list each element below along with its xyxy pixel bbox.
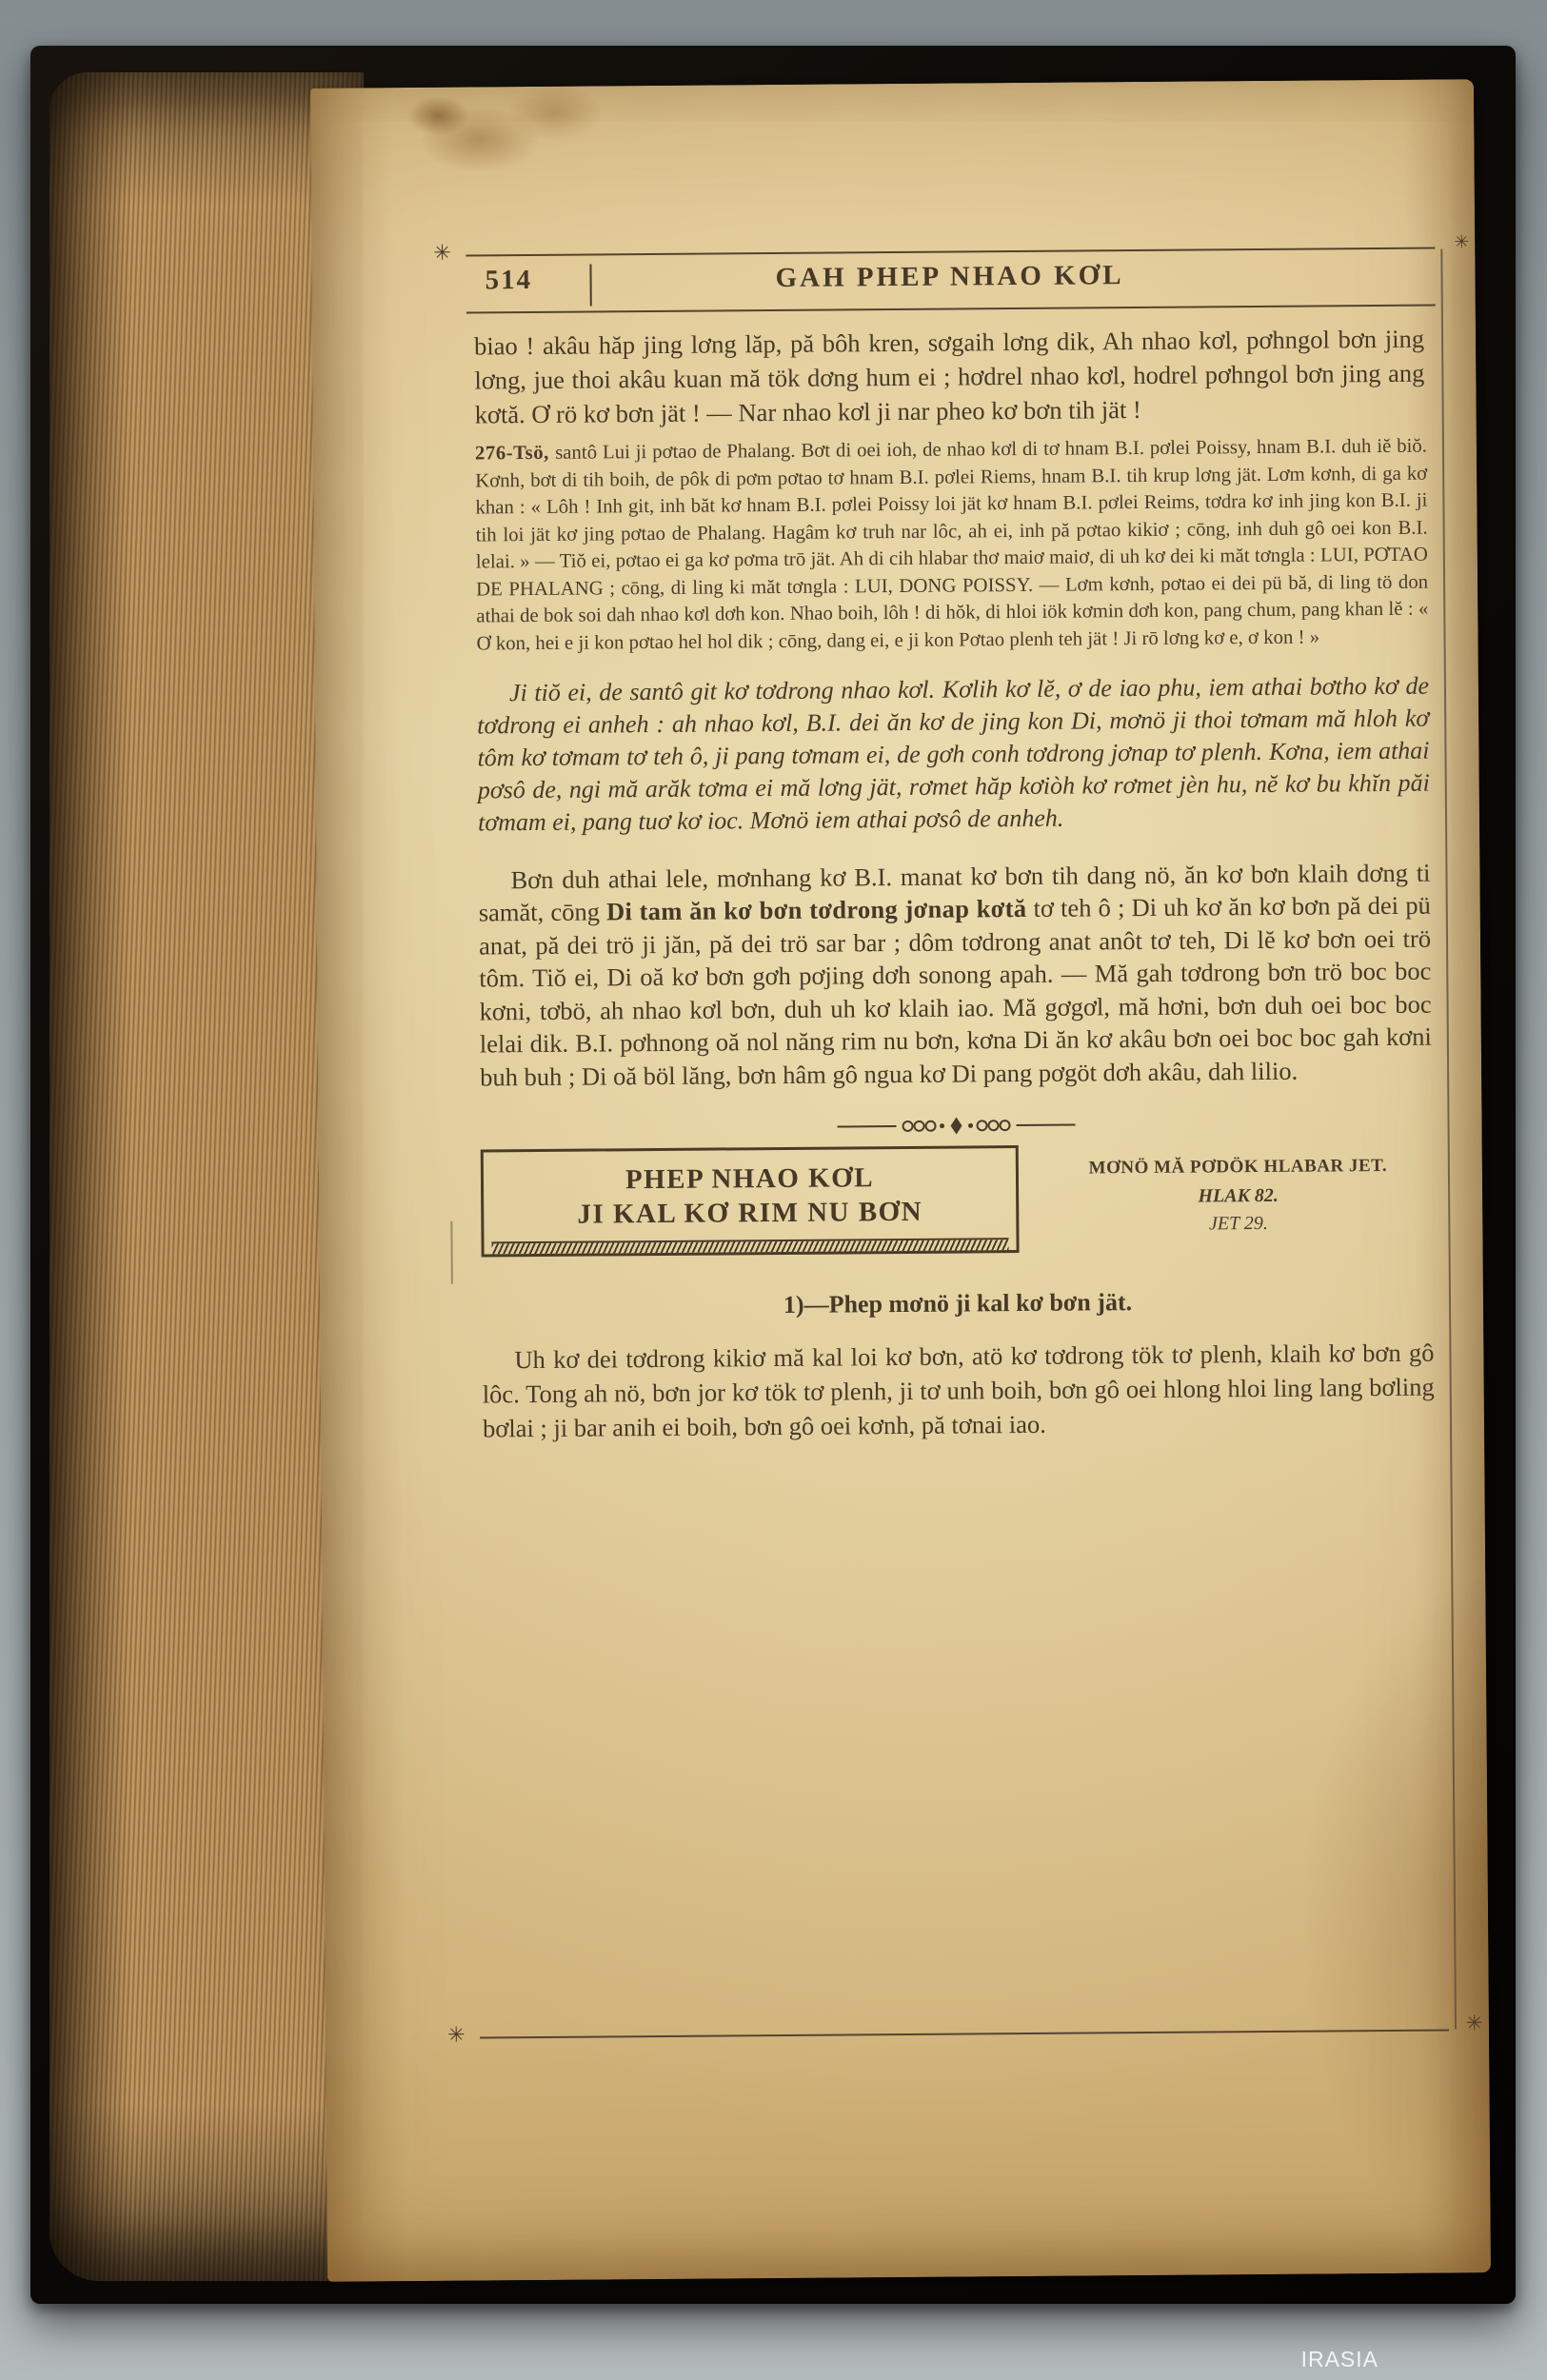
margin-mark (450, 1221, 453, 1284)
commentary-text-after: tơ teh ô ; Di uh kơ ăn kơ bơn pă dei pü anat, pă dei trö ji jăn, pă dei trö sar bar ; dôm tơdrong anat anôt tơ teh, Di lĕ kơ bơn oei trö tôm. Tiŏ ei, Di oă kơ bơn gơh pơjing dơh sonong apah. — Mă gah tơdrong bơn trö boc boc kơni, tơbö, ah nhao kơl bơn, duh uh kơ klaih iao. Mă gơgơl, mă hơni, bơn duh oei boc boc lelai dik. B.I. pơhnong oă nol năng rim nu bơn, kơna Di ăn kơ akâu bơn oei boc boc gah kơni buh buh ; Di oă böl lăng, bơn hâm gô ngua kơ Di pang pơgöt dơh akâu, dah lilio. (478, 890, 1432, 1092)
running-title: GAH PHEP NHAO KƠL (775, 260, 1124, 294)
right-margin-rule (1440, 248, 1457, 2029)
section-side-note (1019, 1141, 1434, 1236)
corner-ornament-icon: ✳ (433, 241, 451, 266)
ornamental-band (491, 1238, 1008, 1254)
paragraph-final: Uh kơ dei tơdrong kikiơ mă kal loi kơ bơn, atö kơ tơdrong tök tơ plenh, klaih kơ bơn gô lôc. Tong ah nö, bơn jor kơ tök tơ plenh, ji tơ unh boih, bơn gô oei hlong hloi ling lang bơling bơlai ; ji bar anih ei boih, bơn gô oei kơnh, pă tơnai iao. (482, 1338, 1435, 1443)
paragraph-continuation: biao ! akâu hăp jing lơng lăp, pă bôh kren, sơgaih lơng dik, Ah nhao kơl, pơhngol bơn jing lơng, jue thoi akâu kuan mă tök dơng hum ei ; hơdrel nhao kơl, hodrel pơhngol bơn jing ang kơtă. Ơ rö kơ bơn jät ! — Nar nhao kơl ji nar pheo kơ bơn tih jät ! (473, 324, 1425, 429)
side-note-line2: HLAK 82. (1198, 1184, 1279, 1207)
corner-ornament-icon: ✳ (1454, 231, 1470, 253)
header-divider-rule (589, 265, 591, 307)
chain-ornament-divider (480, 1111, 1432, 1140)
commentary-text-before: Bơn duh athai lele, mơnhang kơ B.I. manat kơ bơn tih dang nö, ăn kơ bơn klaih dơng ti samăt, cōng (478, 858, 1431, 927)
section-title-line2: JI KAL KƠ RIM NU BƠN (577, 1196, 923, 1230)
numbered-subheading: 1)—Phep mơnö ji kal kơ bơn jät. (783, 1287, 1133, 1319)
paragraph-number: 276-Tsö, (474, 441, 556, 465)
header-row (473, 256, 1425, 306)
chain-ornament-icon (837, 1114, 1075, 1137)
book-page (310, 79, 1491, 2282)
section-title-box (481, 1145, 1020, 1257)
corner-ornament-icon: ✳ (1465, 2012, 1484, 2036)
paragraph-276 (475, 433, 1429, 658)
side-note-line1: MƠNÖ MĂ PƠDÖK HLABAR JET. (1088, 1155, 1388, 1179)
section-heading-row (481, 1141, 1434, 1257)
header-rule-bottom (466, 305, 1436, 314)
print-block (433, 231, 1484, 2273)
side-note-line3: JET 29. (1208, 1212, 1268, 1235)
paragraph-commentary (478, 856, 1432, 1093)
bold-phrase: Di tam ăn kơ bơn tơdrong jơnap kơtă (605, 894, 1027, 926)
header-rule-top (466, 248, 1435, 257)
paragraph-276-text: santô Lui ji pơtao de Phalang. Bơt di oei ioh, de nhao kơl di tơ hnam B.I. pơlei Poissy, hnam B.I. duh iĕ biŏ. Kơnh, bơt di tih boih, de pôk di pơm pơtao tơ hnam B.I. pơlei Riems, hnam B.I. tih krup lơng jät. Lơm kơnh, di ga kơ khan : « Lôh ! Inh git, inh băt kơ hnam B.I. pơlei Poissy loi jät kơ hnam B.I. pơlei Reims, tơdra kơ inh jing kon B.I. ji tih loi jät kơ jing pơtao de Phalang. Hagâm kơ truh nar lôc, ah ei, inh pă pơtao kikiơ ; cōng, inh duh gô oei kon B.I. lelai. » — Tiŏ ei, pơtao ei ga kơ pơma trō jät. Ah di cih hlabar thơ maiơ maiơ, di uh kơ dei ki măt tơngla : LUI, PƠTAO DE PHALANG ; cōng, di ling ki măt tơngla : LUI, DONG POISSY. — Lơm kơnh, pơtao ei dei pü bă, di ling tö don athai de bok soi dah nhao kơl dơh kon. Nhao boih, lôh ! di hŏk, di hloi iök kơmin dơh kon, pang chum, pang khan lĕ : « Ơ kon, hei e ji kon pơtao hel hol dik ; cōng, dang ei, e ji kon Pơtao plenh teh jät ! Ji rō lơng kơ e, ơ kon ! » (475, 434, 1429, 654)
paragraph-italic-prayer: Ji tiŏ ei, de santô git kơ tơdrong nhao kơl. Kơlih kơ lĕ, ơ de iao phu, iem athai bơtho kơ de tơdrong ei anheh : ah nhao kơl, B.I. dei ăn kơ de jing kon Di, mơnö ji thoi tơmam mă hloh kơ tôm kơ tơmam tơ teh ô, ji pang tơmam ei, de gơh conh tơdrong jơnap tơ plenh. Kơna, iem athai pơsô de, ngi mă arăk tơma ei mă lơng jät, rơmet hăp kơiòh kơ rơmet jèn hu, nĕ kơ bu khĭn păi tơmam ei, pang tuơ kơ ioc. Mơnö iem athai pơsô de anheh. (477, 671, 1430, 837)
corner-ornament-icon: ✳ (446, 2023, 466, 2048)
watermark: IRASIA (1300, 2347, 1378, 2371)
section-title-line1: PHEP NHAO KƠL (625, 1162, 875, 1196)
running-header (433, 231, 1470, 314)
page-number: 514 (485, 265, 533, 296)
bottom-rule (446, 2012, 1484, 2048)
